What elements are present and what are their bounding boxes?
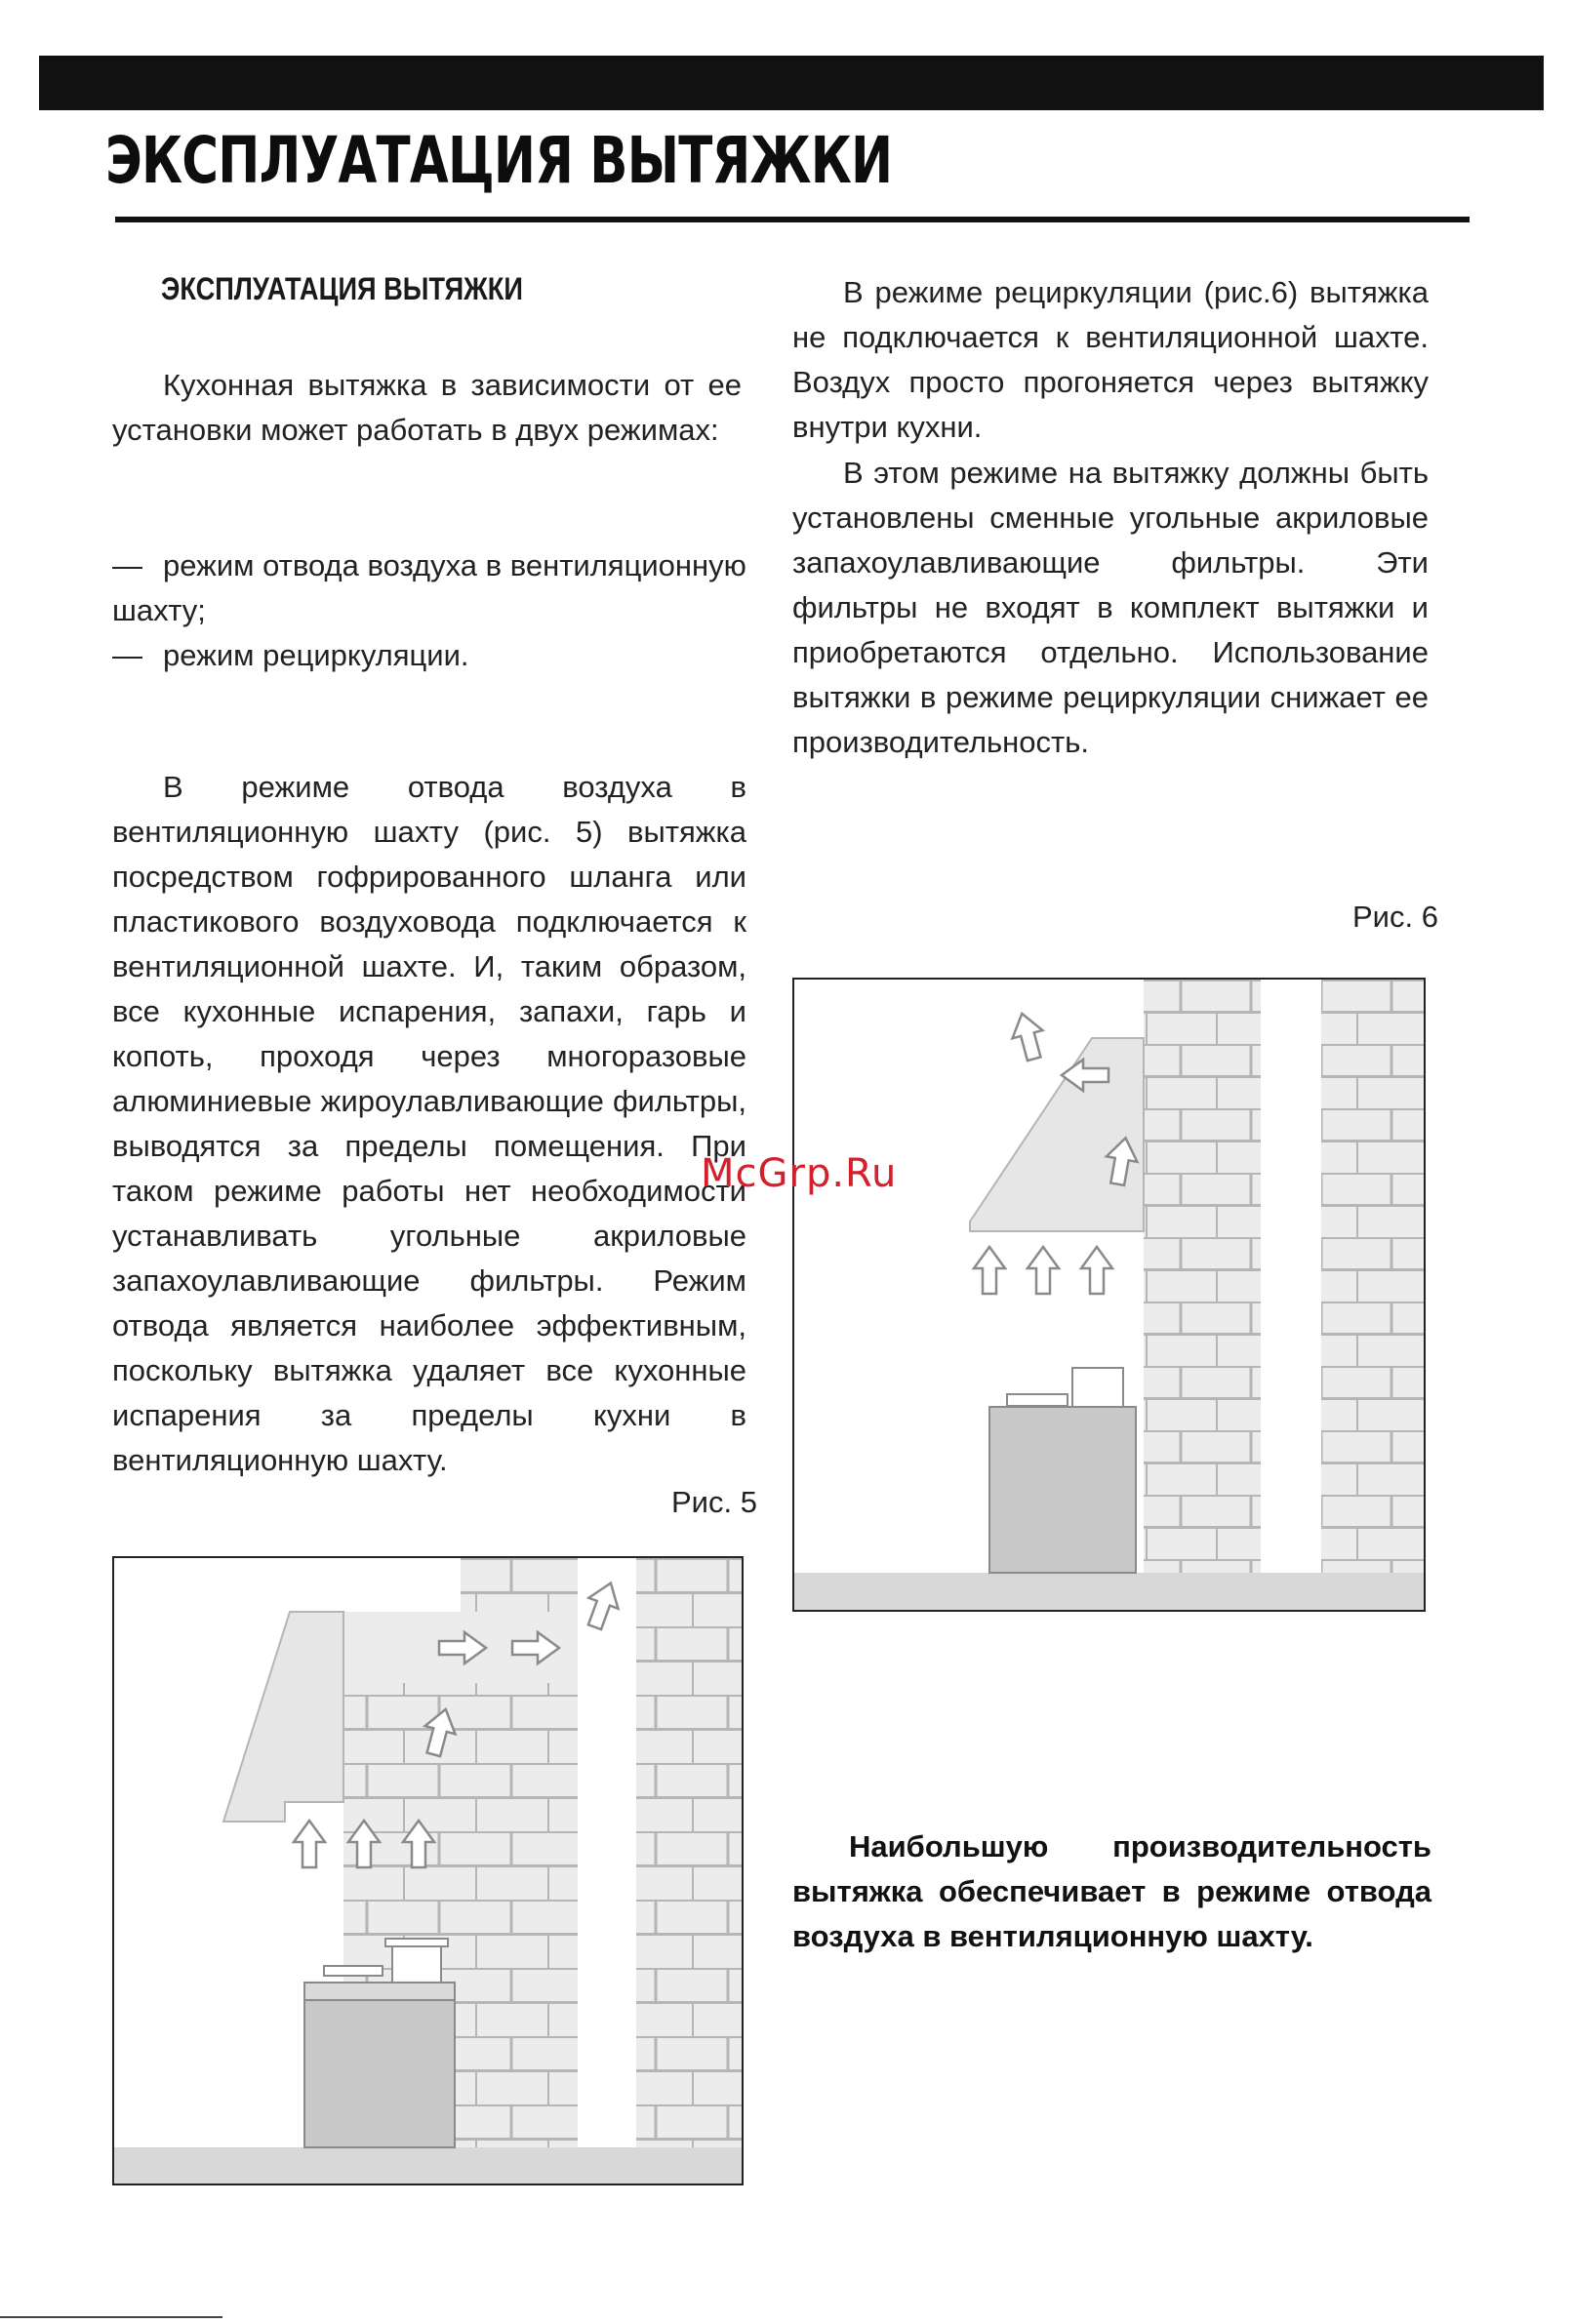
airflow-arrow-icon: [1081, 1247, 1112, 1294]
figure-5: [112, 1556, 744, 2185]
airflow-arrow-icon: [1028, 1247, 1059, 1294]
recirculation-paragraph: В режиме рециркуляции (рис.6) вытяжка не подключается к вентиляционной шахте. Воздух просто прогоняется через вытяжку внутри кухни.: [792, 275, 1429, 444]
exhaust-mode-paragraph: В режиме отвода воздуха в вентиляционную шахту (рис. 5) вытяжка посредством гофрированного шланга или пластикового воздуховода подключается к вентиляционной шахте. И, таким образом, все кухонные испарения, запахи, гарь и копоть, проходя через многоразовые алюминиевые жироулавливающие фильтры, выводятся за пределы помещения. При таком режиме работы нет необходимости устанавливать угольные акриловые запахоулавливающие фильтры. Режим отвода является наиболее эффективным, поскольку вытяжка удаляет все кухонные испарения за пределы кухни в вентиляционную шахту.: [112, 770, 746, 1477]
wall-left: [1144, 980, 1261, 1610]
bullet-exhaust: [112, 543, 746, 633]
floor: [114, 2147, 742, 2184]
wall-right: [1321, 980, 1424, 1610]
airflow-arrow-icon: [974, 1247, 1005, 1294]
pan: [1007, 1394, 1068, 1406]
floor: [794, 1573, 1424, 1610]
title-underline: [115, 217, 1470, 222]
filters-paragraph: В этом режиме на вытяжку должны быть установлены сменные угольные акриловые запахоулавливающие фильтры. Эти фильтры не входят в комплект вытяжки и приобретаются отдельно. Использование вытяжки в режиме рециркуляции снижает ее производительность.: [792, 456, 1429, 759]
bullet-dash: —: [112, 548, 142, 582]
header-bar: [39, 56, 1544, 110]
stove-top: [304, 1983, 455, 2000]
section-heading: ЭКСПЛУАТАЦИЯ ВЫТЯЖКИ: [161, 271, 523, 306]
figure-6: [792, 978, 1426, 1612]
airflow-arrow-icon: [1007, 1010, 1049, 1063]
bullet-text: режим рециркуляции.: [163, 638, 469, 672]
figure-6-drawing: [794, 980, 1424, 1610]
watermark: McGrp.Ru: [701, 1151, 898, 1196]
pot: [392, 1942, 441, 1983]
figure-6-label: Рис. 6: [1352, 900, 1438, 934]
conclusion-paragraph: Наибольшую производительность вытяжка обеспечивает в режиме отвода воздуха в вентиляционную шахту.: [792, 1829, 1431, 1953]
figure-5-label: Рис. 5: [671, 1485, 757, 1519]
bullet-recirculation: [112, 633, 746, 678]
stove: [989, 1407, 1136, 1573]
ventilation-shaft: [1261, 980, 1321, 1610]
footer-rule: [0, 2316, 222, 2318]
pan: [324, 1966, 383, 1976]
ventilation-shaft: [578, 1558, 636, 2184]
wall-right: [636, 1558, 742, 2184]
bullet-text: режим отвода воздуха в вентиляционную шахту;: [112, 548, 746, 627]
hood: [970, 1038, 1144, 1231]
pot: [1072, 1368, 1123, 1407]
pot-lid: [385, 1939, 448, 1946]
stove: [304, 1983, 455, 2147]
hood: [223, 1612, 343, 1822]
figure-5-drawing: [114, 1558, 742, 2184]
bullet-dash: —: [112, 638, 142, 672]
airflow-arrow-icon: [294, 1821, 325, 1867]
intro-paragraph: Кухонная вытяжка в зависимости от ее установки может работать в двух режимах:: [112, 368, 742, 447]
page-title: ЭКСПЛУАТАЦИЯ ВЫТЯЖКИ: [105, 123, 893, 198]
